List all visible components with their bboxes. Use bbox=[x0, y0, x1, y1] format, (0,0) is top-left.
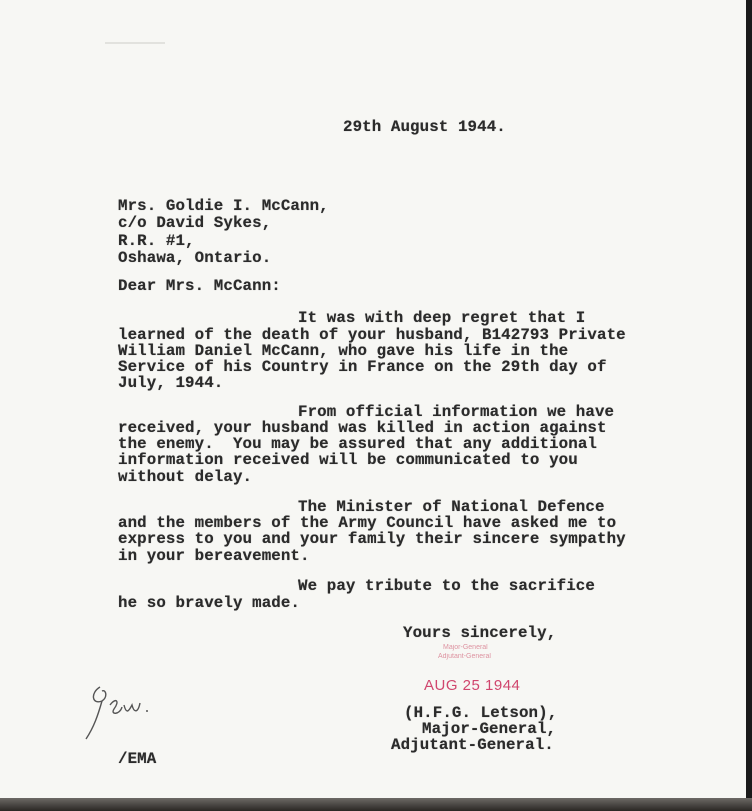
paragraph-line: express to you and your family their sincere sympathy bbox=[118, 530, 626, 548]
stamp-title: Major-General bbox=[443, 644, 488, 651]
handwritten-initials bbox=[80, 675, 160, 745]
paragraph-line: Service of his Country in France on the 29th day of bbox=[118, 358, 607, 376]
paragraph-line: learned of the death of your husband, B142793 Private bbox=[118, 326, 626, 344]
signatory-title: Adjutant-General. bbox=[391, 736, 554, 754]
paragraph-line: received, your husband was killed in action against bbox=[118, 419, 607, 437]
paragraph-line: and the members of the Army Council have asked me to bbox=[118, 514, 617, 532]
paragraph-line: William Daniel McCann, who gave his life in the bbox=[118, 342, 569, 360]
paragraph-line: We pay tribute to the sacrifice bbox=[298, 577, 595, 595]
paragraph-line: July, 1944. bbox=[118, 374, 224, 392]
address-line: c/o David Sykes, bbox=[118, 214, 272, 232]
faint-mark bbox=[105, 42, 165, 44]
signatory-rank: Major-General, bbox=[422, 720, 557, 738]
scan-edge-bottom bbox=[0, 798, 752, 811]
salutation: Dear Mrs. McCann: bbox=[118, 277, 281, 295]
paragraph-line: he so bravely made. bbox=[118, 594, 301, 612]
address-line: R.R. #1, bbox=[118, 232, 195, 250]
paragraph-line: From official information we have bbox=[298, 403, 615, 421]
paragraph-line: in your bereavement. bbox=[118, 547, 310, 565]
paragraph-line: information received will be communicated to you bbox=[118, 451, 578, 469]
paragraph-line: without delay. bbox=[118, 468, 253, 486]
address-line: Mrs. Goldie I. McCann, bbox=[118, 197, 329, 215]
paragraph-line: It was with deep regret that I bbox=[298, 309, 586, 327]
closing: Yours sincerely, bbox=[403, 624, 557, 642]
paragraph-line: the enemy. You may be assured that any additional bbox=[118, 435, 597, 453]
signatory-name: (H.F.G. Letson), bbox=[404, 704, 558, 722]
reference-initials: /EMA bbox=[118, 750, 157, 768]
stamp-title: Adjutant-General bbox=[438, 653, 491, 660]
scan-edge-right bbox=[746, 0, 752, 811]
letter-date: 29th August 1944. bbox=[343, 118, 506, 136]
received-date-stamp: AUG 25 1944 bbox=[424, 677, 521, 694]
address-line: Oshawa, Ontario. bbox=[118, 249, 272, 267]
paragraph-line: The Minister of National Defence bbox=[298, 498, 605, 516]
